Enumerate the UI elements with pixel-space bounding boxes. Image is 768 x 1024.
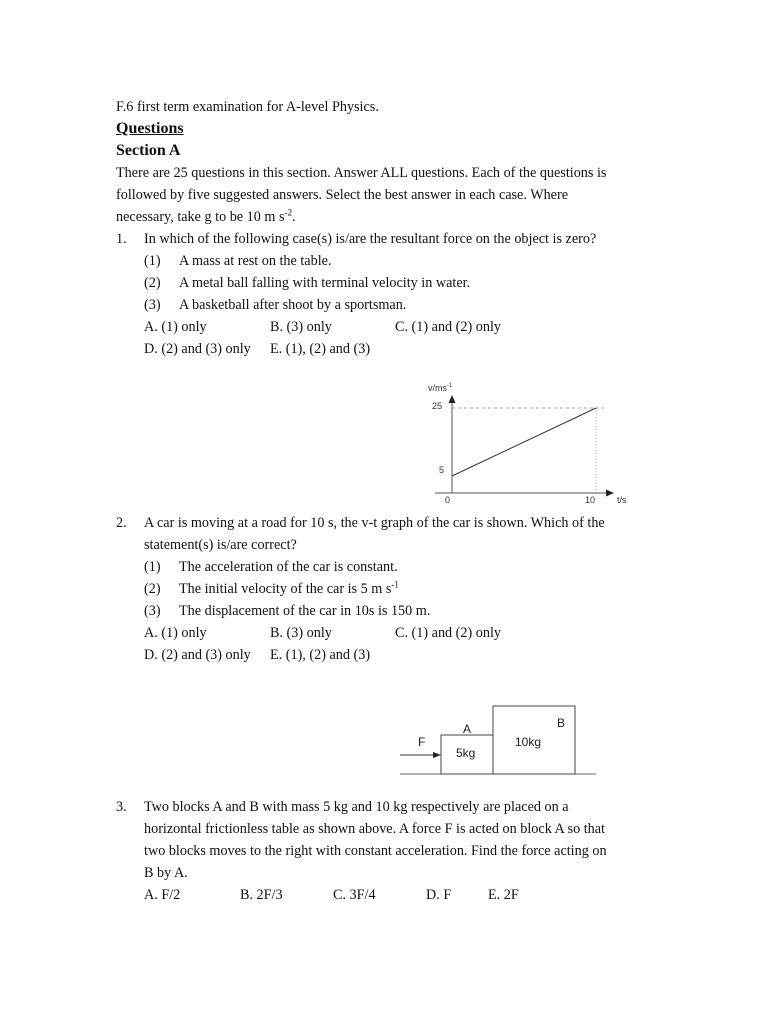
q1-item-2-text: A metal ball falling with terminal velocity in water.: [179, 275, 471, 291]
q2-item-1-number: (1): [144, 559, 161, 575]
instructions-line-1: There are 25 questions in this section. Answer ALL questions. Each of the questions is: [116, 165, 607, 181]
graph-velocity-line: [452, 408, 596, 476]
q2-item-3-number: (3): [144, 603, 161, 619]
q3-option-c: C. 3F/4: [333, 887, 376, 903]
q3-number: 3.: [116, 799, 127, 815]
blocks-diagram: [396, 702, 600, 780]
block-b-label: B: [557, 716, 566, 730]
q1-item-2-number: (2): [144, 275, 161, 291]
q3-option-e: E. 2F: [488, 887, 519, 903]
block-a-label: A: [463, 722, 472, 736]
q2-item-2-text-wrap: [179, 578, 399, 600]
graph-x-tick-10: 10: [585, 495, 596, 505]
graph-x-arrow-icon: [606, 490, 614, 497]
exam-title: F.6 first term examination for A-level Physics.: [116, 99, 379, 115]
q1-item-3-text: A basketball after shoot by a sportsman.: [179, 297, 407, 313]
q2-option-e: E. (1), (2) and (3): [270, 647, 371, 663]
q2-stem-line-1: A car is moving at a road for 10 s, the v-t graph of the car is shown. Which of the: [144, 515, 605, 531]
q3-line-2: horizontal frictionless table as shown above. A force F is acted on block A so that: [144, 821, 605, 837]
q2-item-3-text: The displacement of the car in 10s is 150 m.: [179, 603, 431, 619]
q3-option-d: D. F: [426, 887, 452, 903]
q3-line-1: Two blocks A and B with mass 5 kg and 10 kg respectively are placed on a: [144, 799, 569, 815]
q3-option-b: B. 2F/3: [240, 887, 283, 903]
block-a-mass: 5kg: [456, 746, 476, 760]
section-heading: Section A: [116, 142, 181, 159]
instructions-line-3-end: .: [292, 209, 296, 225]
q2-item-2-sup: -1: [391, 579, 399, 590]
q2-item-2-number: (2): [144, 581, 161, 597]
q2-stem-line-2: statement(s) is/are correct?: [144, 537, 297, 553]
q2-option-c: C. (1) and (2) only: [395, 625, 501, 641]
q3-option-a: A. F/2: [144, 887, 181, 903]
force-label: F: [418, 735, 426, 749]
q2-number: 2.: [116, 515, 127, 531]
graph-y-tick-25: 25: [432, 401, 443, 411]
q2-item-2-text: The initial velocity of the car is 5 m s: [179, 581, 392, 597]
instructions-line-2: followed by five suggested answers. Select the best answer in each case. Where: [116, 187, 568, 203]
graph-origin-label: 0: [445, 495, 451, 505]
q1-option-c: C. (1) and (2) only: [395, 319, 501, 335]
q1-option-b: B. (3) only: [270, 319, 332, 335]
instructions-line-3-sup: -2: [284, 207, 292, 218]
vt-graph: [420, 376, 640, 510]
graph-x-axis-label: t/s: [617, 495, 627, 505]
q1-item-1-number: (1): [144, 253, 161, 269]
instructions-line-3: [116, 206, 296, 228]
q1-item-1-text: A mass at rest on the table.: [179, 253, 332, 269]
instructions-line-3-text: necessary, take g to be 10 m s: [116, 209, 285, 225]
q1-option-e: E. (1), (2) and (3): [270, 341, 371, 357]
graph-y-axis-label: $v/ms^{-1}$: [428, 383, 453, 393]
q2-option-d: D. (2) and (3) only: [144, 647, 251, 663]
q1-item-3-number: (3): [144, 297, 161, 313]
q2-option-a: A. (1) only: [144, 625, 207, 641]
graph-y-tick-5: 5: [439, 465, 445, 475]
q3-line-4: B by A.: [144, 865, 188, 881]
q2-option-b: B. (3) only: [270, 625, 332, 641]
q1-stem: In which of the following case(s) is/are the resultant force on the object is zero?: [144, 231, 597, 247]
q1-option-d: D. (2) and (3) only: [144, 341, 251, 357]
questions-heading: Questions: [116, 120, 184, 137]
q1-option-a: A. (1) only: [144, 319, 207, 335]
block-b-mass: 10kg: [515, 735, 542, 749]
q2-item-1-text: The acceleration of the car is constant.: [179, 559, 398, 575]
force-arrow-icon: [433, 752, 441, 758]
q3-line-3: two blocks moves to the right with constant acceleration. Find the force acting on: [144, 843, 607, 859]
graph-y-arrow-icon: [449, 395, 456, 403]
q1-number: 1.: [116, 231, 127, 247]
